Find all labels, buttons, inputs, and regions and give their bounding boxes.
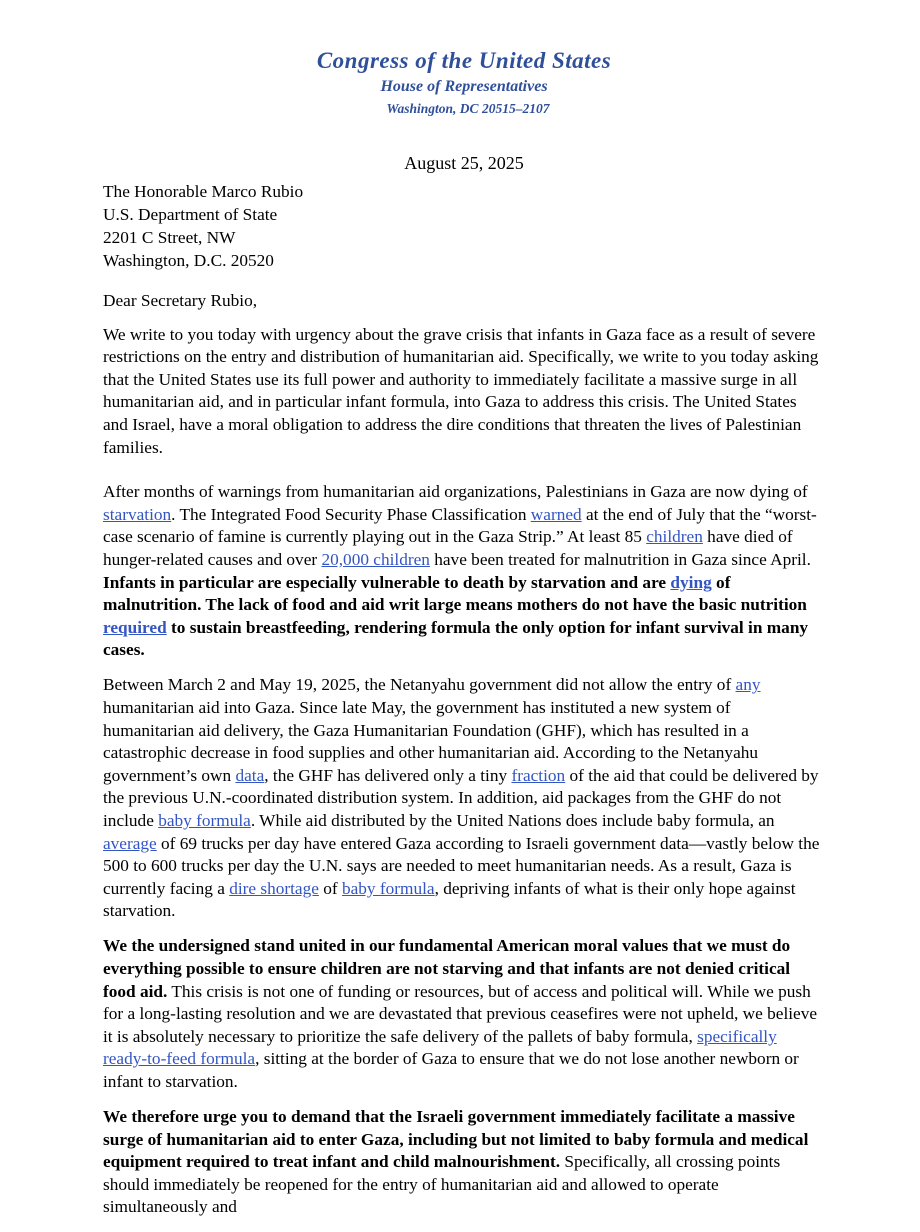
bold-text: We the undersigned stand united in our fundamental American moral values that we must do everything possible to ensure children are not starving and that infants are not denied critical food aid.	[103, 936, 791, 1001]
text-run: . While aid distributed by the United Nations does include baby formula, an	[250, 810, 775, 830]
text-run: Specifically, all crossing points should immediately be reopened for the entry of humanitarian aid and allowed to operate simultaneously and	[103, 1152, 781, 1217]
text-run: After months of warnings from humanitarian aid organizations, Palestinians in Gaza are now dying of	[103, 482, 808, 502]
hyperlink[interactable]: dying	[670, 572, 712, 592]
text-run: of	[318, 878, 342, 898]
bold-text: of malnutrition. The lack of food and aid writ large means mothers do not have the basic nutrition	[103, 572, 807, 615]
hyperlink[interactable]: starvation	[103, 504, 172, 524]
recipient-address	[103, 180, 303, 272]
letterhead-address: Washington, DC 20515–2107	[386, 101, 550, 116]
letterhead-congress: Congress of the United States	[316, 48, 612, 73]
letterhead-house: House of Representatives	[380, 78, 548, 95]
hyperlink[interactable]: children	[646, 527, 703, 547]
paragraph	[103, 1106, 823, 1219]
hyperlink[interactable]: dire shortage	[229, 878, 319, 898]
text-run: , sitting at the border of Gaza to ensure that we do not lose another newborn or infant to starvation.	[103, 1049, 799, 1091]
text-run: Between March 2 and May 19, 2025, the Netanyahu government did not allow the entry of	[103, 675, 736, 695]
text-run: have died of hunger-related causes and over	[103, 527, 793, 569]
letterhead	[0, 46, 920, 120]
bold-text: Infants in particular are especially vulnerable to death by starvation and are	[103, 572, 671, 592]
recipient-name: The Honorable Marco Rubio	[103, 182, 304, 201]
hyperlink[interactable]: data	[235, 765, 265, 785]
text-run: We write to you today with urgency about the grave crisis that infants in Gaza face as a result of severe restrictions on the entry and distribution of humanitarian aid. Specifically, we write to you today asking that the United States use its full power and authority to immediately facilitate a massive surge in all humanitarian aid, and in particular infant formula, into Gaza to address this crisis. The United States and Israel, have a moral obligation to address the dire conditions that threaten the lives of Palestinian families.	[103, 324, 819, 457]
paragraph	[103, 935, 823, 1093]
recipient-city: Washington, D.C. 20520	[103, 251, 274, 270]
hyperlink[interactable]: average	[103, 833, 157, 853]
text-run: . The Integrated Food Security Phase Classification	[171, 504, 531, 524]
paragraph	[103, 481, 823, 662]
text-run: This crisis is not one of funding or resources, but of access and political will. While we push for a long-lasting resolution and we are devastated that previous ceasefires were not upheld, we believe it is absolutely necessary to prioritize the safe delivery of the pallets of baby formula,	[103, 981, 818, 1046]
bold-text: to sustain breastfeeding, rendering formula the only option for infant survival in many cases.	[103, 617, 809, 660]
hyperlink[interactable]: fraction	[511, 765, 566, 785]
hyperlink[interactable]: baby formula	[158, 810, 251, 830]
text-run: , depriving infants of what is their only hope against starvation.	[103, 878, 796, 921]
hyperlink[interactable]: required	[103, 617, 167, 637]
letter-date: August 25, 2025	[404, 153, 524, 173]
hyperlink[interactable]: specifically ready-to-feed formula	[103, 1026, 777, 1069]
paragraph	[103, 324, 823, 460]
text-run: at the end of July that the “worst-case scenario of famine is currently playing out in the Gaza Strip.” At least 85	[103, 504, 817, 547]
text-run: of 69 trucks per day have entered Gaza according to Israeli government data—vastly below the 500 to 600 trucks per day the U.N. says are needed to meet humanitarian needs. As a result, Gaza is currently facing a	[103, 833, 820, 898]
bold-text: We therefore urge you to demand that the Israeli government immediately facilitate a massive surge of humanitarian aid to enter Gaza, including but not limited to baby formula and medical equipment required to treat infant and child malnourishment.	[103, 1107, 809, 1172]
recipient-department: U.S. Department of State	[103, 205, 278, 224]
hyperlink[interactable]: warned	[530, 504, 582, 524]
paragraph	[103, 674, 823, 923]
text-run: , the GHF has delivered only a tiny	[264, 765, 512, 785]
hyperlink[interactable]: any	[735, 675, 761, 695]
hyperlink[interactable]: 20,000 children	[321, 549, 430, 569]
letter-body	[103, 290, 823, 1232]
text-run: of the aid that could be delivered by the previous U.N.-coordinated distribution system. In addition, aid packages from the GHF do not include	[103, 765, 819, 830]
text-run: have been treated for malnutrition in Gaza since April.	[429, 549, 811, 569]
text-run: humanitarian aid into Gaza. Since late May, the government has instituted a new system of humanitarian aid delivery, the Gaza Humanitarian Foundation (GHF), which has resulted in a catastrophic decrease in food supplies and other humanitarian aid. According to the Netanyahu government’s own	[103, 698, 759, 785]
hyperlink[interactable]: baby formula	[341, 878, 435, 898]
recipient-street: 2201 C Street, NW	[103, 228, 236, 247]
salutation: Dear Secretary Rubio,	[103, 291, 258, 310]
